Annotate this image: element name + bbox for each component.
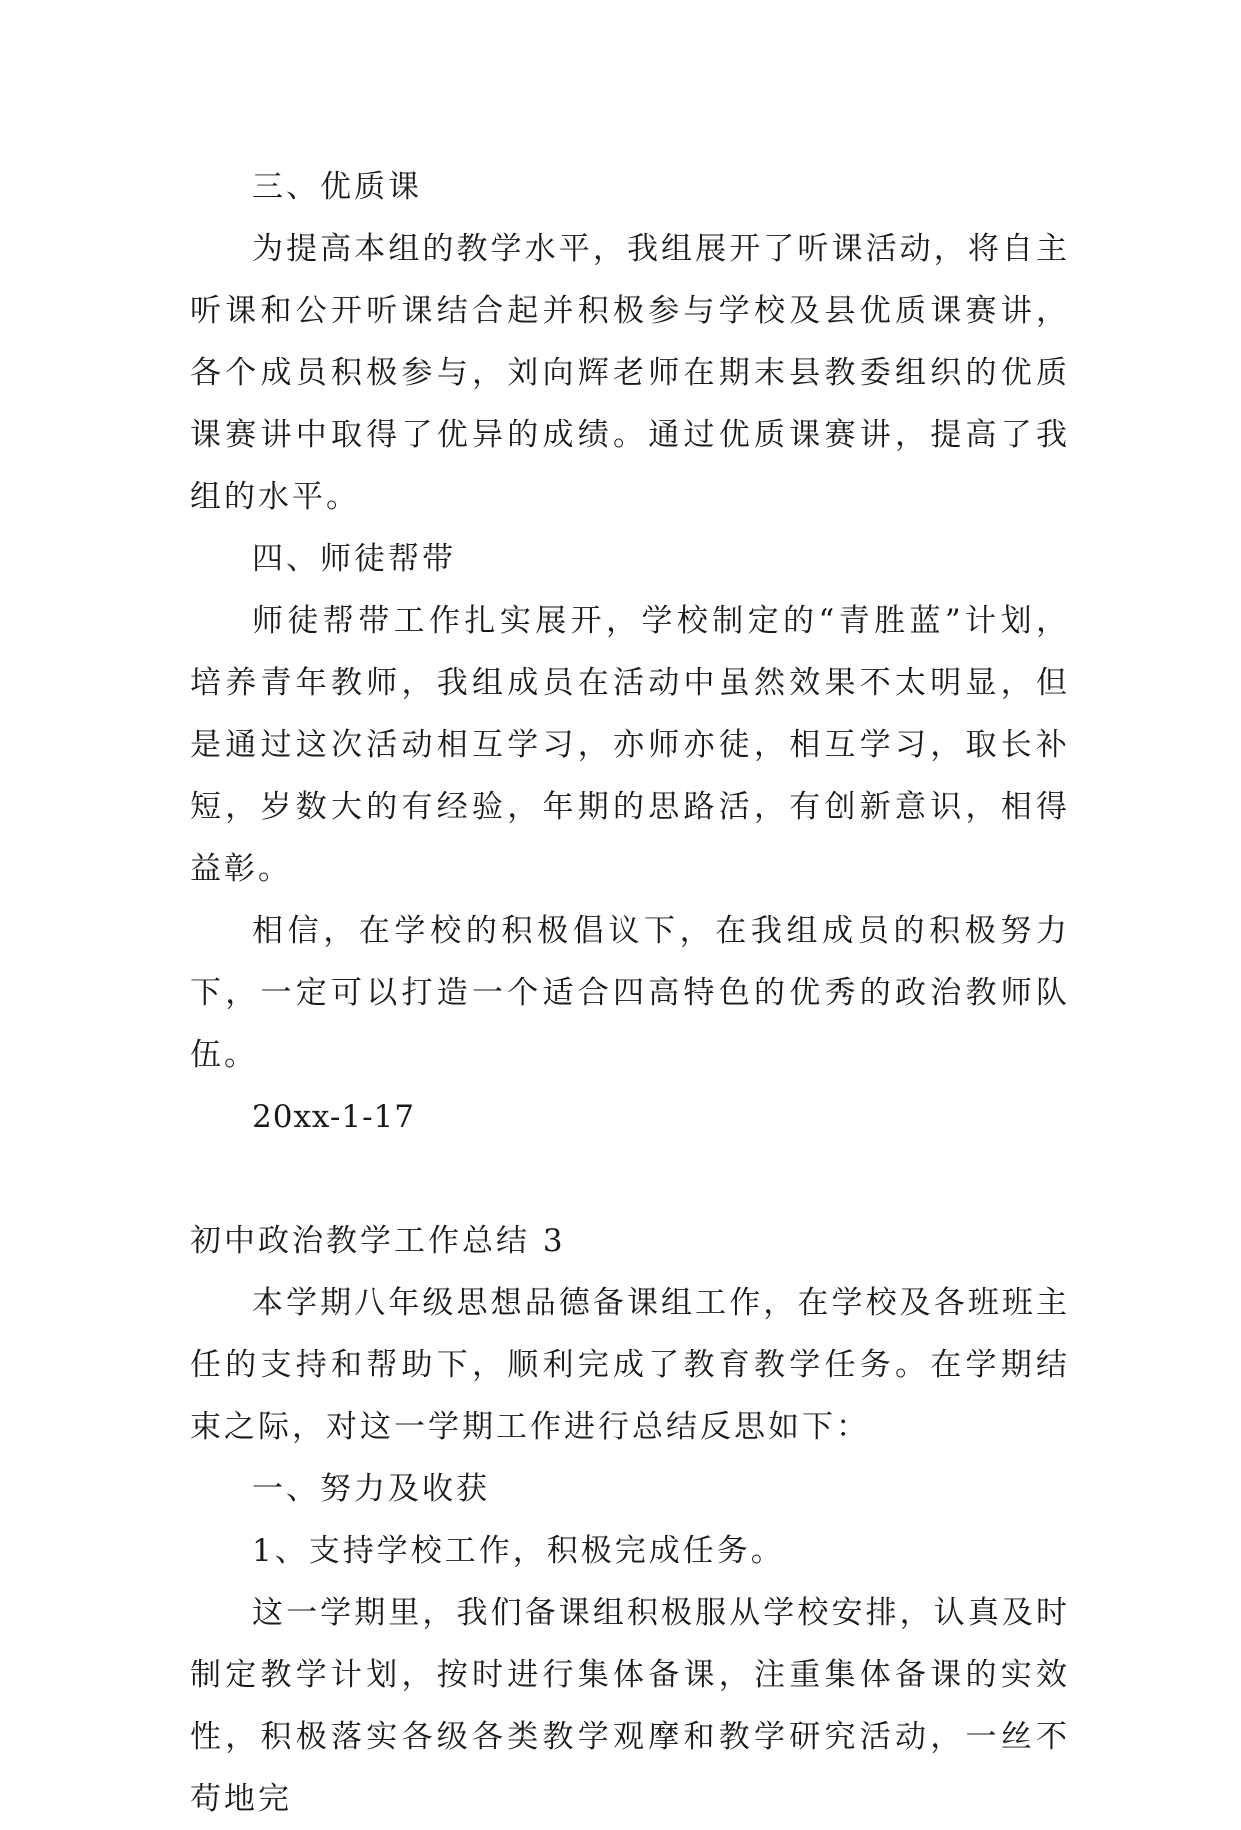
section-title: 初中政治教学工作总结 3 (190, 1223, 566, 1259)
document-date: 20xx-1-17 (252, 1099, 415, 1135)
paragraph-quality-lessons: 为提高本组的教学水平，我组展开了听课活动，将自主听课和公开听课结合起并积极参与学校及县优质课赛讲，各个成员积极参与，刘向辉老师在期末县教委组织的优质课赛讲中取得了优异的成绩。通过优质课赛讲，提高了我组的水平。 (190, 231, 1070, 515)
heading-mentoring: 四、师徒帮带 (252, 541, 456, 577)
section-gap (190, 1148, 1070, 1210)
paragraph-conclusion: 相信，在学校的积极倡议下，在我组成员的积极努力下，一定可以打造一个适合四高特色的优秀的政治教师队伍。 (190, 913, 1070, 1073)
subheading-support: 1、支持学校工作，积极完成任务。 (252, 1533, 785, 1569)
paragraph-support: 这一学期里，我们备课组积极服从学校安排，认真及时制定教学计划，按时进行集体备课，注重集体备课的实效性，积极落实各级各类教学观摩和教学研究活动，一丝不苟地完 (190, 1595, 1070, 1817)
paragraph-mentoring: 师徒帮带工作扎实展开，学校制定的“青胜蓝”计划，培养青年教师，我组成员在活动中虽然效果不太明显，但是通过这次活动相互学习，亦师亦徒，相互学习，取长补短，岁数大的有经验，年期的思路活，有创新意识，相得益彰。 (190, 603, 1070, 887)
document-page (190, 156, 1070, 1830)
paragraph-intro: 本学期八年级思想品德备课组工作，在学校及各班班主任的支持和帮助下，顺利完成了教育教学任务。在学期结束之际，对这一学期工作进行总结反思如下： (190, 1285, 1070, 1445)
heading-efforts: 一、努力及收获 (252, 1471, 490, 1507)
heading-quality-lessons: 三、优质课 (252, 169, 422, 205)
